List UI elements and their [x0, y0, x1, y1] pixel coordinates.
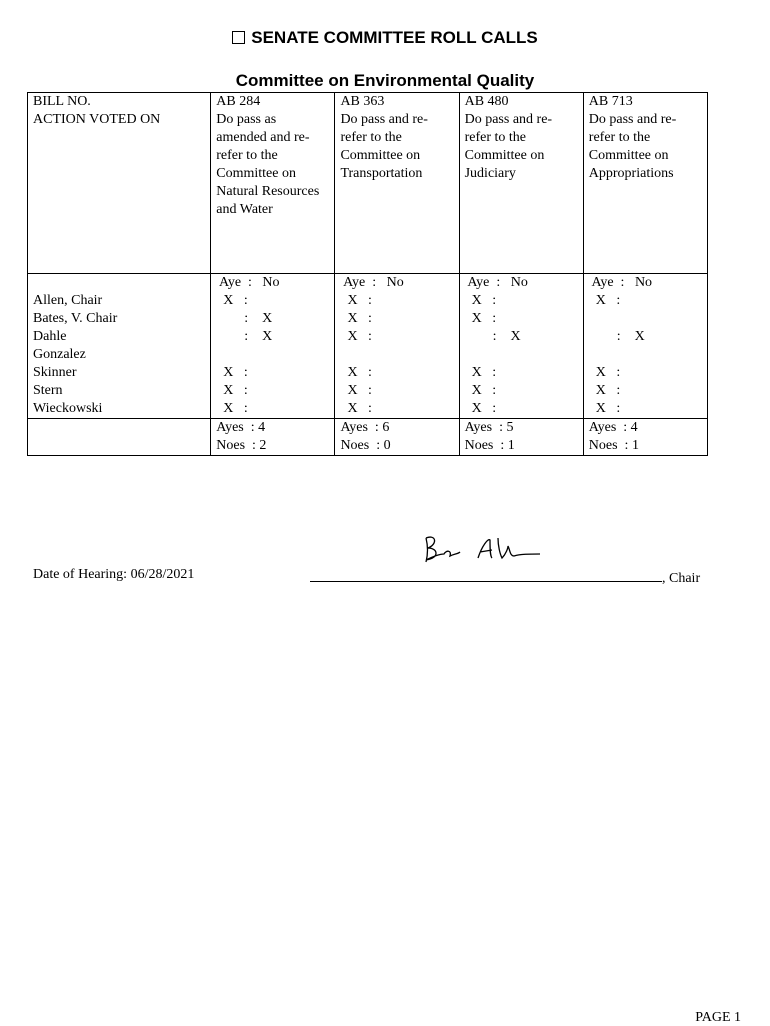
noes-total: Noes : 0 [340, 438, 391, 453]
vote-mark [216, 346, 329, 364]
title-text: SENATE COMMITTEE ROLL CALLS [251, 28, 538, 47]
vote-mark: : X [216, 311, 273, 326]
blank-line [33, 274, 205, 292]
bill-header-cell [335, 93, 459, 274]
totals-cell [459, 419, 583, 456]
vote-mark: X : [216, 383, 248, 398]
bill-action: Do pass and re- refer to the Committee on Transportation [340, 112, 428, 181]
vote-mark [589, 346, 702, 364]
totals-label-cell [28, 419, 211, 456]
bill-action: Do pass and re- refer to the Committee on Judiciary [464, 112, 553, 181]
member-name: Bates, V. Chair [33, 311, 118, 326]
vote-rows-block [28, 274, 708, 419]
vote-mark: X : [340, 329, 372, 344]
vote-mark: X : [464, 365, 497, 380]
bill-vote-cell [583, 274, 707, 419]
bill-number: AB 284 [216, 94, 261, 109]
vote-mark: X : [588, 383, 621, 398]
totals-cell [583, 419, 707, 456]
vote-mark [589, 310, 702, 328]
totals-cell [211, 419, 335, 456]
bill-vote-cell [211, 274, 335, 419]
signature-line [310, 567, 700, 587]
bill-number: AB 480 [464, 94, 509, 109]
row-labels-cell [28, 93, 211, 274]
chair-label: , Chair [662, 571, 701, 586]
committee-name: Committee on Environmental Quality [235, 71, 535, 90]
vote-mark: X : [216, 401, 248, 416]
noes-total: Noes : 1 [464, 438, 515, 453]
member-name: Dahle [33, 329, 67, 344]
member-name: Allen, Chair [33, 293, 103, 308]
bill-number: AB 363 [340, 94, 385, 109]
bill-action: Do pass as amended and re- refer to the Committee on Natural Resources and Water [216, 112, 320, 217]
vote-mark: : X [216, 329, 273, 344]
ayes-total: Ayes : 4 [216, 420, 266, 435]
checkbox-icon [232, 31, 245, 44]
vote-mark: X : [464, 311, 497, 326]
action-label: ACTION VOTED ON [33, 112, 161, 127]
vote-mark: X : [464, 293, 497, 308]
bill-action: Do pass and re- refer to the Committee on Appropriations [588, 112, 677, 181]
member-name: Skinner [33, 365, 77, 380]
bill-vote-cell [335, 274, 459, 419]
vote-mark: X : [340, 311, 372, 326]
bill-number: AB 713 [588, 94, 633, 109]
vote-mark: X : [340, 293, 372, 308]
vote-mark: : X [464, 329, 521, 344]
vote-mark: X : [340, 383, 372, 398]
member-names-cell [28, 274, 211, 419]
vote-mark: X : [216, 365, 248, 380]
bill-vote-cell [459, 274, 583, 419]
vote-mark: X : [464, 401, 497, 416]
vote-mark: X : [588, 401, 621, 416]
bill-no-label: BILL NO. [33, 94, 91, 109]
vote-mark: : X [588, 329, 645, 344]
noes-total: Noes : 1 [588, 438, 639, 453]
chair-signature [420, 532, 545, 568]
vote-mark [340, 346, 453, 364]
member-name: Gonzalez [33, 347, 86, 362]
vote-mark: X : [340, 401, 372, 416]
tally-header: Aye : No [216, 275, 280, 290]
roll-call-table [27, 92, 708, 456]
noes-total: Noes : 2 [216, 438, 267, 453]
tally-header: Aye : No [340, 275, 404, 290]
totals-cell [335, 419, 459, 456]
vote-mark: X : [340, 365, 372, 380]
vote-mark: X : [588, 293, 621, 308]
ayes-total: Ayes : 6 [340, 420, 390, 435]
totals-row [28, 419, 708, 456]
tally-header: Aye : No [588, 275, 653, 290]
page-title [0, 28, 770, 48]
vote-mark: X : [464, 383, 497, 398]
bill-header-cell [459, 93, 583, 274]
page-number: PAGE 1 [695, 1010, 741, 1025]
tally-header: Aye : No [464, 275, 528, 290]
bill-header-cell [583, 93, 707, 274]
table-header-row [28, 93, 708, 274]
vote-mark: X : [588, 365, 621, 380]
signature-rule [310, 567, 662, 582]
member-name: Stern [33, 383, 63, 398]
bill-header-cell [211, 93, 335, 274]
ayes-total: Ayes : 5 [464, 420, 514, 435]
member-name: Wieckowski [33, 401, 103, 416]
vote-mark: X : [216, 293, 248, 308]
ayes-total: Ayes : 4 [588, 420, 638, 435]
vote-mark [465, 346, 578, 364]
date-of-hearing: Date of Hearing: 06/28/2021 [33, 567, 195, 582]
